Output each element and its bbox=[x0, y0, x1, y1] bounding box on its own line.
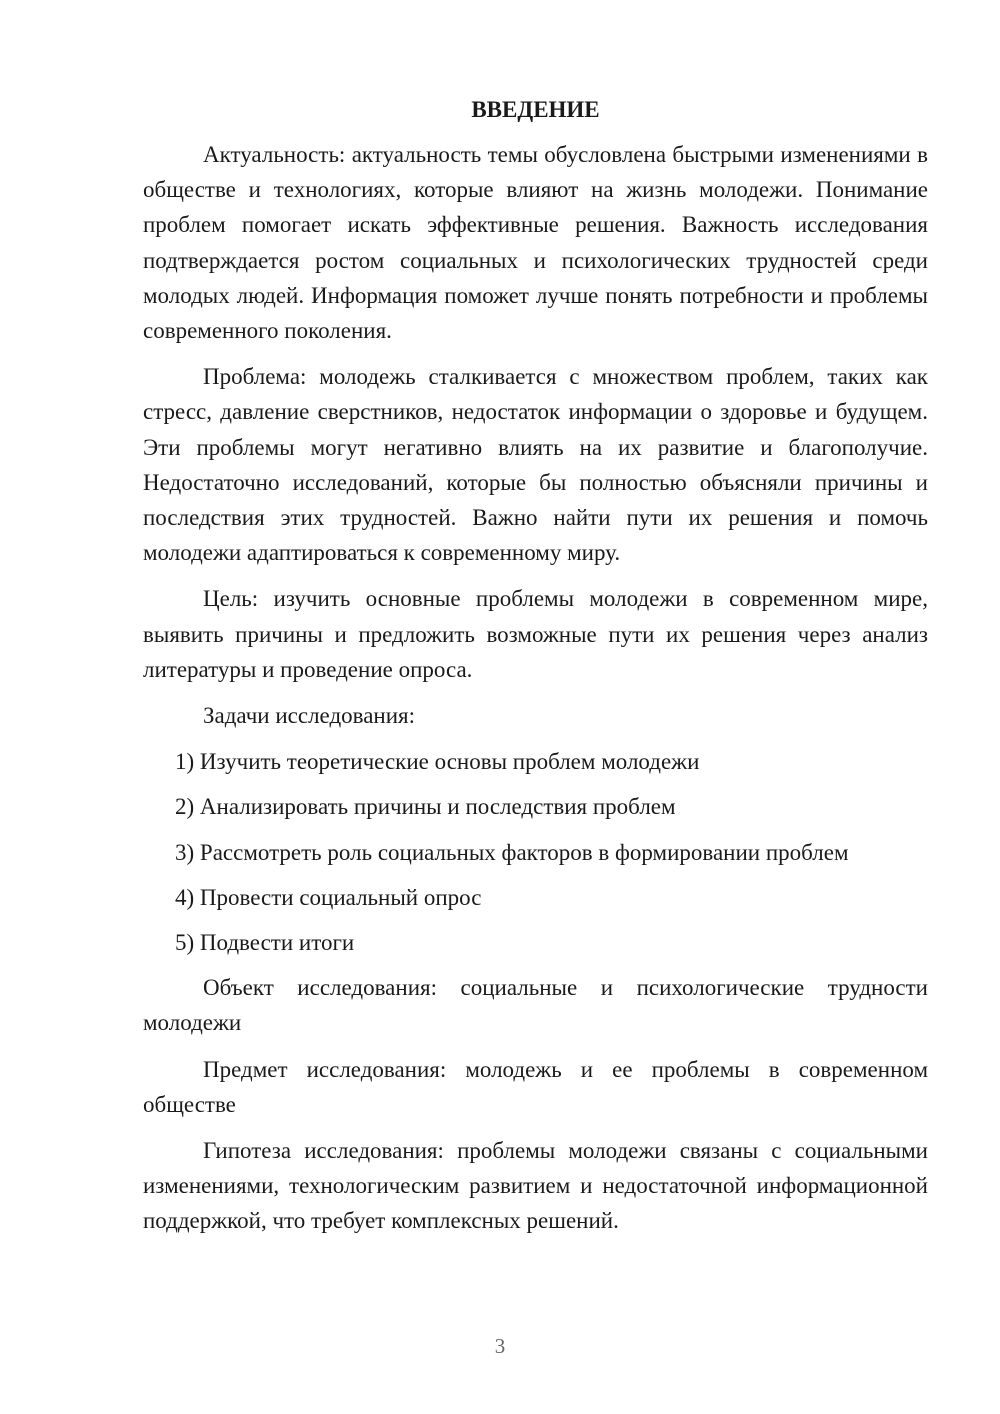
paragraph-problem: Проблема: молодежь сталкивается с множеством проблем, таких как стресс, давление сверстников, недостаток информации о здоровье и будущем. Эти проблемы могут негативно влиять на их развитие и благополучие. Недостаточно исследований, которые бы полностью объясняли причины и последствия этих трудностей. Важно найти пути их решения и помочь молодежи адаптироваться к современному миру. bbox=[143, 364, 928, 566]
paragraph-subject: Предмет исследования: молодежь и ее проблемы в современном обществе bbox=[143, 1056, 928, 1117]
page-number: 3 bbox=[494, 1334, 506, 1358]
section-title: ВВЕДЕНИЕ bbox=[471, 97, 600, 122]
list-item: 3) Рассмотреть роль социальных факторов в формировании проблем bbox=[175, 839, 849, 865]
paragraph-object: Объект исследования: социальные и психологические трудности молодежи bbox=[143, 975, 928, 1036]
paragraph-relevance: Актуальность: актуальность темы обусловлена быстрыми изменениями в обществе и технологиях, которые влияют на жизнь молодежи. Понимание проблем помогает искать эффективные решения. Важность исследования подтверждается ростом социальных и психологических трудностей среди молодых людей. Информация поможет лучше понять потребности и проблемы современного поколения. bbox=[143, 142, 928, 344]
paragraph-goal: Цель: изучить основные проблемы молодежи в современном мире, выявить причины и предложить возможные пути их решения через анализ литературы и проведение опроса. bbox=[143, 586, 928, 682]
document-page bbox=[143, 95, 928, 1250]
list-item: 4) Провести социальный опрос bbox=[175, 884, 482, 910]
tasks-heading: Задачи исследования: bbox=[203, 703, 416, 729]
list-item: 5) Подвести итоги bbox=[175, 930, 355, 956]
paragraph-hypothesis: Гипотеза исследования: проблемы молодежи связаны с социальными изменениями, технологическим развитием и недостаточной информационной поддержкой, что требует комплексных решений. bbox=[143, 1138, 928, 1234]
list-item: 2) Анализировать причины и последствия проблем bbox=[175, 794, 676, 820]
tasks-list bbox=[143, 744, 928, 960]
list-item: 1) Изучить теоретические основы проблем молодежи bbox=[175, 749, 700, 775]
